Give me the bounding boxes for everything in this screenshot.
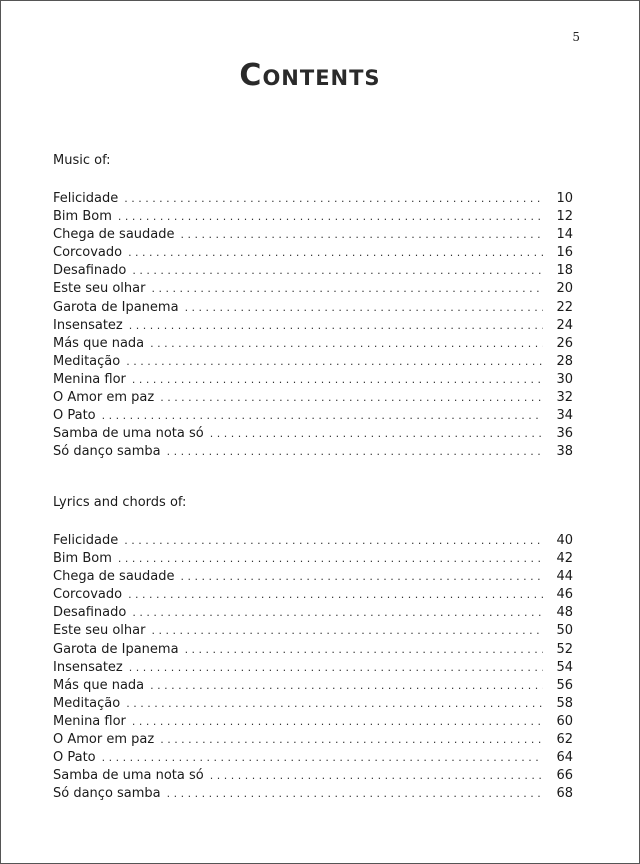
toc-entry-title: O Amor em paz	[53, 390, 155, 406]
dot-leader	[181, 226, 544, 244]
toc-entry-page: 64	[556, 750, 573, 766]
toc-entry-page: 52	[556, 641, 573, 657]
lyrics-section	[53, 494, 573, 803]
toc-entry-title: O Pato	[53, 408, 96, 424]
toc-entry-page: 58	[556, 695, 573, 711]
toc-entry-title: Corcovado	[53, 587, 123, 603]
toc-entry[interactable]	[53, 317, 573, 335]
toc-entry-title: Bim Bom	[53, 209, 112, 225]
toc-entry-page: 36	[556, 426, 573, 442]
page-title: Contents	[239, 58, 381, 93]
toc-entry-page: 46	[556, 587, 573, 603]
toc-entry[interactable]	[53, 208, 573, 226]
toc-list	[53, 190, 573, 461]
toc-entry-title: Menina flor	[53, 371, 126, 387]
dot-leader	[210, 425, 543, 443]
toc-entry-title: Desafinado	[53, 263, 127, 279]
dot-leader	[181, 568, 544, 586]
toc-entry[interactable]	[53, 749, 573, 767]
toc-list	[53, 532, 573, 803]
toc-entry-page: 14	[556, 227, 573, 243]
toc-entry[interactable]	[53, 335, 573, 353]
dot-leader	[151, 622, 543, 640]
toc-entry[interactable]	[53, 767, 573, 785]
toc-entry-title: Chega de saudade	[53, 569, 175, 585]
toc-entry-page: 38	[556, 444, 573, 460]
toc-entry-title: Garota de Ipanema	[53, 641, 179, 657]
toc-entry-page: 28	[556, 353, 573, 369]
toc-entry[interactable]	[53, 244, 573, 262]
toc-entry-page: 12	[556, 209, 573, 225]
toc-entry[interactable]	[53, 371, 573, 389]
toc-entry-title: Más que nada	[53, 335, 145, 351]
toc-entry-page: 30	[556, 371, 573, 387]
toc-entry-title: Más que nada	[53, 677, 145, 693]
dot-leader	[132, 713, 543, 731]
toc-entry-page: 16	[556, 245, 573, 261]
toc-entry-title: O Amor em paz	[53, 732, 155, 748]
toc-entry-page: 40	[556, 533, 573, 548]
toc-entry[interactable]	[53, 280, 573, 298]
dot-leader	[102, 407, 543, 425]
toc-entry[interactable]	[53, 641, 573, 659]
toc-entry-title: Este seu olhar	[53, 281, 146, 297]
toc-entry-page: 62	[556, 732, 573, 748]
dot-leader	[128, 244, 543, 262]
music-section	[53, 152, 573, 461]
toc-entry[interactable]	[53, 299, 573, 317]
dot-leader	[129, 317, 543, 335]
toc-entry[interactable]	[53, 659, 573, 677]
toc-entry[interactable]	[53, 568, 573, 586]
toc-entry[interactable]	[53, 604, 573, 622]
toc-entry-page: 22	[556, 299, 573, 315]
dot-leader	[150, 335, 543, 353]
dot-leader	[150, 677, 543, 695]
toc-entry[interactable]	[53, 425, 573, 443]
toc-entry-page: 18	[556, 263, 573, 279]
toc-entry[interactable]	[53, 731, 573, 749]
toc-entry-page: 20	[556, 281, 573, 297]
toc-entry-title: Menina flor	[53, 713, 126, 729]
toc-entry[interactable]	[53, 190, 573, 208]
toc-entry-title: Chega de saudade	[53, 227, 175, 243]
toc-entry-title: Desafinado	[53, 605, 127, 621]
toc-entry-page: 44	[556, 569, 573, 585]
toc-entry-title: Só danço samba	[53, 444, 161, 460]
toc-entry[interactable]	[53, 713, 573, 731]
toc-entry[interactable]	[53, 550, 573, 568]
toc-entry-page: 68	[556, 786, 573, 802]
dot-leader	[210, 767, 543, 785]
toc-entry-page: 32	[556, 390, 573, 406]
section-heading: Music of:	[53, 153, 111, 168]
toc-entry[interactable]	[53, 785, 573, 803]
toc-entry-page: 56	[556, 677, 573, 693]
dot-leader	[132, 262, 543, 280]
toc-entry-title: Samba de uma nota só	[53, 426, 204, 442]
toc-entry-title: Insensatez	[53, 317, 123, 333]
toc-entry-title: Meditação	[53, 695, 121, 711]
toc-entry-title: Garota de Ipanema	[53, 299, 179, 315]
toc-entry-title: Bim Bom	[53, 551, 112, 567]
toc-entry-title: Meditação	[53, 353, 121, 369]
toc-entry-page: 60	[556, 713, 573, 729]
toc-entry-title: Samba de uma nota só	[53, 768, 204, 784]
toc-entry[interactable]	[53, 695, 573, 713]
dot-leader	[185, 299, 543, 317]
toc-entry[interactable]	[53, 226, 573, 244]
toc-entry-title: O Pato	[53, 750, 96, 766]
toc-entry-title: Este seu olhar	[53, 623, 146, 639]
dot-leader	[132, 604, 543, 622]
dot-leader	[126, 353, 543, 371]
toc-entry-page: 26	[556, 335, 573, 351]
toc-entry-title: Felicidade	[53, 191, 119, 206]
dot-leader	[185, 641, 543, 659]
toc-entry[interactable]	[53, 586, 573, 604]
toc-entry-page: 34	[556, 408, 573, 424]
dot-leader	[118, 208, 543, 226]
dot-leader	[118, 550, 543, 568]
toc-entry[interactable]	[53, 407, 573, 425]
dot-leader	[160, 389, 543, 407]
toc-entry-title: Insensatez	[53, 659, 123, 675]
toc-entry-page: 24	[556, 317, 573, 333]
toc-entry[interactable]	[53, 262, 573, 280]
toc-entry-page: 66	[556, 768, 573, 784]
toc-entry[interactable]	[53, 622, 573, 640]
toc-entry[interactable]	[53, 443, 573, 461]
toc-entry-page: 48	[556, 605, 573, 621]
toc-entry-page: 54	[556, 659, 573, 675]
toc-entry[interactable]	[53, 677, 573, 695]
toc-entry[interactable]	[53, 532, 573, 550]
dot-leader	[132, 371, 543, 389]
dot-leader	[124, 190, 543, 208]
toc-entry[interactable]	[53, 389, 573, 407]
dot-leader	[151, 280, 543, 298]
toc-entry-page: 10	[556, 191, 573, 206]
section-heading: Lyrics and chords of:	[53, 495, 187, 510]
dot-leader	[160, 731, 543, 749]
toc-entry-title: Felicidade	[53, 533, 119, 548]
dot-leader	[167, 785, 543, 803]
dot-leader	[129, 659, 543, 677]
toc-entry-page: 42	[556, 551, 573, 567]
dot-leader	[102, 749, 543, 767]
page-number: 5	[572, 30, 580, 44]
dot-leader	[126, 695, 543, 713]
toc-entry-title: Só danço samba	[53, 786, 161, 802]
toc-entry-title: Corcovado	[53, 245, 123, 261]
dot-leader	[124, 532, 543, 550]
dot-leader	[167, 443, 543, 461]
toc-entry[interactable]	[53, 353, 573, 371]
dot-leader	[128, 586, 543, 604]
toc-entry-page: 50	[556, 623, 573, 639]
